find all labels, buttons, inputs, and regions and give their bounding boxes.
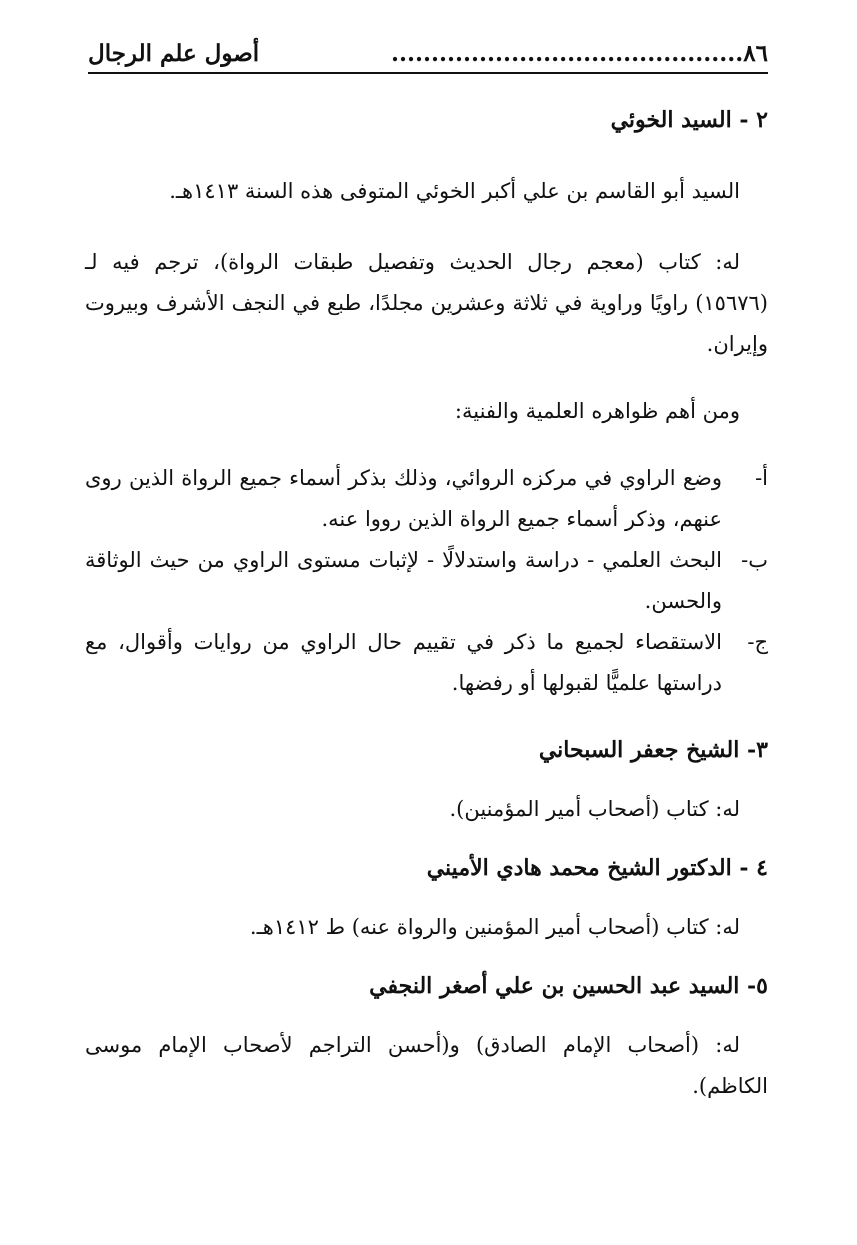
list-marker: ب- (741, 548, 768, 572)
section-2-intro: السيد أبو القاسم بن علي أكبر الخوئي المتوفى هذه السنة ١٤١٣هـ. (169, 179, 740, 203)
list-item-text: البحث العلمي - دراسة واستدلالًا - لإثبات مستوى الراوي من حيث الوثاقة والحسن. (85, 548, 722, 613)
running-header (88, 38, 768, 74)
features-list (85, 458, 768, 704)
header-dots: ............................................ (390, 40, 744, 67)
list-item (85, 622, 768, 704)
list-item-text: وضع الراوي في مركزه الروائي، وذلك بذكر أسماء جميع الرواة الذين روى عنهم، وذكر أسماء جميع الرواة الذين رووا عنه. (85, 466, 722, 531)
section-2-book: له: كتاب (معجم رجال الحديث وتفصيل طبقات الرواة)، ترجم فيه لـ (١٥٦٧٦) راويًا وراوية في ثلاثة وعشرين مجلدًا، طبع في النجف الأشرف وبيروت وإيران. (85, 250, 768, 356)
section-4-book: له: كتاب (أصحاب أمير المؤمنين والرواة عنه) ط ١٤١٢هـ. (249, 915, 740, 939)
list-item (85, 540, 768, 622)
page-number: ٨٦ (743, 40, 768, 67)
header-page-number-and-dots (391, 40, 768, 67)
list-item-text: الاستقصاء لجميع ما ذكر في تقييم حال الراوي من روايات وأقوال، مع دراستها علميًّا لقبولها أو رفضها. (85, 630, 722, 695)
list-marker: أ- (755, 466, 768, 490)
section-4-heading: ٤ - الدكتور الشيخ محمد هادي الأميني (426, 855, 768, 881)
section-5-book: له: (أصحاب الإمام الصادق) و(أحسن التراجم لأصحاب الإمام موسى الكاظم). (85, 1033, 768, 1098)
page-body (85, 100, 768, 1107)
section-3-heading: ٣- الشيخ جعفر السبحاني (538, 737, 768, 763)
running-title: أصول علم الرجال (88, 40, 260, 67)
section-2-features-intro: ومن أهم ظواهره العلمية والفنية: (454, 399, 740, 423)
list-marker: ج- (747, 630, 768, 654)
section-3-book: له: كتاب (أصحاب أمير المؤمنين). (449, 797, 740, 821)
section-5-heading: ٥- السيد عبد الحسين بن علي أصغر النجفي (369, 973, 768, 999)
list-item (85, 458, 768, 540)
section-2-heading: ٢ - السيد الخوئي (610, 107, 768, 133)
